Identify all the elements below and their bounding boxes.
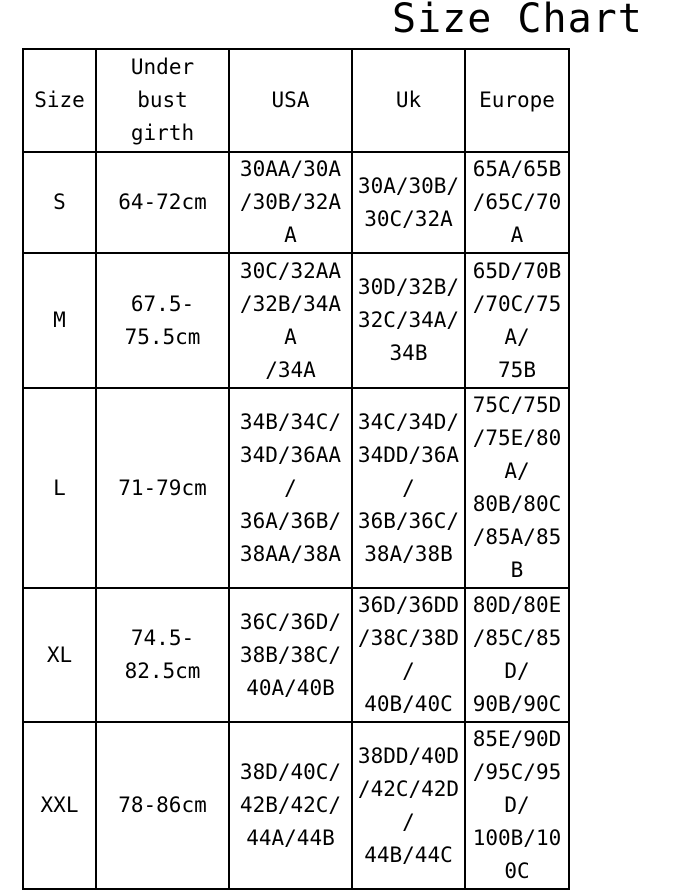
cell-text-line: XL bbox=[46, 642, 73, 667]
cell-text-line: 30A/30B/ bbox=[357, 173, 460, 198]
cell-text-line: 74.5- bbox=[130, 626, 195, 650]
table-row bbox=[23, 253, 569, 388]
cell-size bbox=[23, 722, 96, 889]
cell-text-line: A bbox=[510, 223, 524, 247]
cell-text-line: L bbox=[53, 475, 66, 500]
cell-text-line: B bbox=[510, 558, 524, 582]
cell-europe bbox=[465, 152, 569, 253]
header-cell-europe bbox=[465, 49, 569, 152]
cell-text-line: 36C/36D/ bbox=[239, 609, 342, 634]
cell-text-line: A/ bbox=[504, 459, 530, 483]
cell-text-line: 80B/80C bbox=[472, 492, 562, 516]
cell-text-line: 90B/90C bbox=[472, 692, 562, 716]
cell-text-line: girth bbox=[130, 121, 195, 145]
cell-text-line: 65D/70B bbox=[472, 258, 562, 283]
cell-text-line: /75E/80 bbox=[472, 426, 562, 450]
cell-europe bbox=[465, 388, 569, 588]
cell-europe bbox=[465, 253, 569, 388]
cell-underbust bbox=[96, 253, 229, 388]
cell-text-line: 71-79cm bbox=[118, 475, 207, 500]
cell-text-line: /65C/70 bbox=[472, 190, 562, 214]
cell-text-line: 64-72cm bbox=[118, 190, 207, 214]
cell-text-line: 42B/42C/ bbox=[239, 793, 342, 817]
cell-text-line: 75C/75D bbox=[472, 393, 562, 417]
cell-text-line: 82.5cm bbox=[124, 659, 201, 683]
cell-text-line: D/ bbox=[504, 793, 530, 817]
cell-size bbox=[23, 152, 96, 253]
cell-text-line: 65A/65B bbox=[472, 157, 562, 181]
table-row bbox=[23, 588, 569, 722]
cell-text-line: 75.5cm bbox=[124, 324, 201, 349]
cell-text-line: /95C/95 bbox=[472, 760, 562, 784]
table-row bbox=[23, 722, 569, 889]
cell-usa bbox=[229, 388, 352, 588]
cell-uk bbox=[352, 152, 465, 253]
cell-text-line: 38D/40C/ bbox=[239, 760, 342, 784]
cell-text-line: /34A bbox=[265, 357, 316, 382]
cell-text-line: XXL bbox=[40, 793, 79, 817]
cell-usa bbox=[229, 588, 352, 722]
cell-text-line: 30D/32B/ bbox=[357, 275, 460, 299]
cell-text-line: 40A/40B bbox=[246, 675, 335, 700]
cell-text-line: 80D/80E bbox=[472, 593, 562, 617]
cell-text-line: 100B/10 bbox=[472, 826, 562, 850]
cell-text-line: /38C/38D bbox=[357, 626, 460, 650]
cell-text-line: / bbox=[402, 659, 415, 683]
cell-usa bbox=[229, 152, 352, 253]
header-cell-size bbox=[23, 49, 96, 152]
cell-text-line: Europe bbox=[479, 88, 555, 112]
cell-text-line: M bbox=[53, 308, 66, 332]
cell-text-line: 44B/44C bbox=[364, 842, 453, 867]
cell-underbust bbox=[96, 722, 229, 889]
cell-text-line: 34B bbox=[389, 341, 428, 365]
cell-text-line: 34DD/36A bbox=[357, 442, 460, 467]
cell-text-line: S bbox=[53, 190, 66, 214]
table-header-row bbox=[23, 49, 569, 152]
cell-text-line: 30C/32AA bbox=[239, 258, 342, 283]
cell-text-line: /85C/85 bbox=[472, 626, 562, 650]
cell-text-line: 40B/40C bbox=[364, 692, 453, 716]
cell-text-line: 38A/38B bbox=[364, 541, 453, 566]
cell-text-line: Under bbox=[130, 55, 195, 79]
cell-usa bbox=[229, 722, 352, 889]
cell-uk bbox=[352, 722, 465, 889]
table-row bbox=[23, 388, 569, 588]
cell-text-line: /42C/42D bbox=[357, 776, 460, 801]
cell-underbust bbox=[96, 152, 229, 253]
cell-text-line: 44A/44B bbox=[246, 826, 335, 850]
cell-text-line: A bbox=[284, 324, 297, 349]
cell-uk bbox=[352, 388, 465, 588]
cell-text-line: / bbox=[402, 809, 415, 834]
cell-text-line: 34C/34D/ bbox=[357, 409, 460, 434]
cell-text-line: bust bbox=[137, 88, 188, 112]
cell-text-line: 36B/36C/ bbox=[357, 508, 460, 533]
cell-text-line: A/ bbox=[504, 324, 530, 349]
cell-text-line: /32B/34A bbox=[239, 291, 342, 316]
cell-text-line: / bbox=[284, 475, 297, 500]
cell-uk bbox=[352, 588, 465, 722]
page-title: Size Chart bbox=[392, 0, 643, 42]
cell-text-line: 38B/38C/ bbox=[239, 642, 342, 667]
cell-text-line: / bbox=[402, 475, 415, 500]
cell-text-line: 34B/34C/ bbox=[239, 409, 342, 434]
header-cell-underbust bbox=[96, 49, 229, 152]
cell-text-line: 38AA/38A bbox=[239, 541, 342, 566]
cell-text-line: 75B bbox=[498, 357, 536, 382]
cell-text-line: 85E/90D bbox=[472, 727, 562, 751]
cell-text-line: 36A/36B/ bbox=[239, 508, 342, 533]
cell-text-line: Size bbox=[34, 88, 85, 112]
cell-text-line: /30B/32A bbox=[239, 190, 342, 214]
header-cell-usa bbox=[229, 49, 352, 152]
cell-size bbox=[23, 588, 96, 722]
cell-text-line: A bbox=[284, 223, 297, 247]
cell-text-line: 30C/32A bbox=[364, 206, 453, 231]
cell-text-line: 38DD/40D bbox=[357, 743, 460, 768]
header-cell-uk bbox=[352, 49, 465, 152]
cell-text-line: /70C/75 bbox=[472, 291, 562, 316]
cell-underbust bbox=[96, 588, 229, 722]
cell-text-line: 34D/36AA bbox=[239, 442, 342, 467]
cell-europe bbox=[465, 588, 569, 722]
cell-usa bbox=[229, 253, 352, 388]
cell-text-line: Uk bbox=[395, 88, 422, 112]
cell-text-line: 36D/36DD bbox=[357, 593, 460, 617]
table-row bbox=[23, 152, 569, 253]
cell-size bbox=[23, 388, 96, 588]
size-chart-table bbox=[22, 48, 570, 890]
cell-text-line: USA bbox=[271, 88, 310, 112]
cell-size bbox=[23, 253, 96, 388]
cell-underbust bbox=[96, 388, 229, 588]
cell-text-line: /85A/85 bbox=[472, 525, 562, 549]
cell-text-line: 67.5- bbox=[130, 291, 195, 316]
cell-text-line: 32C/34A/ bbox=[357, 308, 460, 332]
cell-europe bbox=[465, 722, 569, 889]
cell-text-line: 30AA/30A bbox=[239, 157, 342, 181]
cell-uk bbox=[352, 253, 465, 388]
cell-text-line: 78-86cm bbox=[118, 793, 207, 817]
cell-text-line: D/ bbox=[504, 659, 530, 683]
cell-text-line: 0C bbox=[504, 859, 530, 883]
